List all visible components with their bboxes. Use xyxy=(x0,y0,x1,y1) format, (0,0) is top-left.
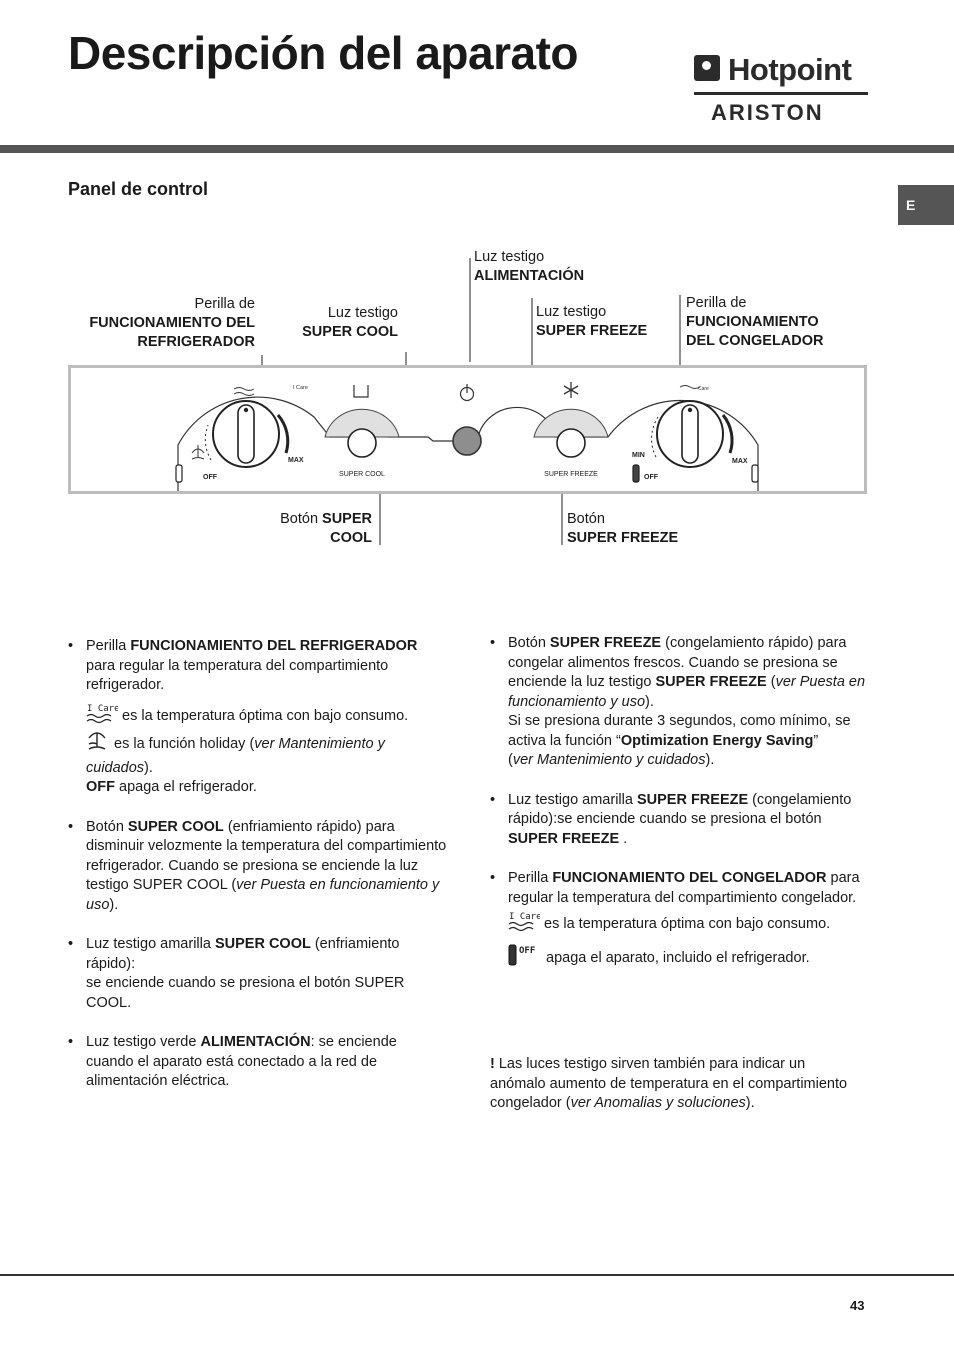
label-power-light-line1: Luz testigo xyxy=(474,249,545,265)
language-tab-label: E xyxy=(906,197,916,213)
icare-icon xyxy=(86,702,118,731)
holiday-function-icon xyxy=(86,730,110,759)
power-light xyxy=(453,427,481,455)
superfreeze-open: ( xyxy=(770,674,776,690)
list-item xyxy=(68,818,448,916)
supercool-pre: Botón xyxy=(86,818,128,835)
panel-fridge-off: OFF xyxy=(203,474,217,481)
superfreeze-light-end: . xyxy=(619,830,628,847)
label-supercool-button-bold2: COOL xyxy=(330,530,372,546)
label-fridge-knob-line2: FUNCIONAMIENTO DEL xyxy=(89,315,255,331)
freezer-off-icon-label: OFF xyxy=(519,945,536,956)
superfreeze-bold: SUPER FREEZE xyxy=(549,635,662,651)
power-light-text: : se enciende cuando el aparato está conectado a la red de alimentación eléctrica. xyxy=(86,1034,397,1089)
icare-icon-label: I Care xyxy=(87,703,118,714)
icare-text: es la temperatura óptima con bajo consumo. xyxy=(118,707,409,724)
holiday-ref[interactable]: ver Mantenimiento y cuidados xyxy=(86,736,385,776)
label-fridge-knob-line1: Perilla de xyxy=(194,296,255,312)
superfreeze-button[interactable] xyxy=(557,429,585,457)
panel-super-freeze: SUPER FREEZE xyxy=(544,471,598,478)
freezer-icare-text-icon xyxy=(508,910,540,939)
superfreeze-ref[interactable]: ver Puesta en funcionamiento y uso xyxy=(508,674,866,710)
superfreeze-light-bold: SUPER FREEZE xyxy=(636,791,749,808)
supercool-bold: SUPER COOL xyxy=(127,818,224,835)
label-superfreeze-light-line2: SUPER FREEZE xyxy=(536,323,648,339)
list-item xyxy=(490,869,872,973)
label-supercool-button-bold1: SUPER xyxy=(322,511,372,527)
label-freezer-knob-line2: FUNCIONAMIENTO xyxy=(686,314,819,330)
control-panel xyxy=(68,365,867,494)
label-fridge-knob-line3: REFRIGERADOR xyxy=(137,334,255,350)
label-freezer-knob-line3: DEL CONGELADOR xyxy=(686,333,824,349)
label-freezer-knob-line1: Perilla de xyxy=(686,295,747,311)
right-column xyxy=(490,634,872,993)
optimization-energy-saving: Optimization Energy Saving xyxy=(620,732,814,749)
brand-top: Hotpoint xyxy=(728,52,852,87)
fridge-knob-pre: Perilla xyxy=(86,638,131,654)
list-item xyxy=(68,1033,448,1092)
superfreeze-text2: Si se presiona durante 3 segundos, como mínimo, se activa la función “ xyxy=(508,713,851,749)
page-number: 43 xyxy=(850,1298,865,1313)
fridge-off-indicator-icon xyxy=(176,465,182,482)
supercool-text: (enfriamiento rápido) para disminuir velozmente la temperatura del compartimiento refrigerador. Cuando se presiona se enciende la luz testigo SUPER COOL ( xyxy=(86,818,447,893)
warning-note xyxy=(490,1055,860,1114)
label-supercool-button-pre: Botón xyxy=(280,511,323,527)
superfreeze-close: ). xyxy=(645,693,654,710)
freezer-knob-text: para regular la temperatura del compartimiento congelador. xyxy=(508,870,860,906)
left-column xyxy=(68,637,448,1112)
page-title: Descripción del aparato xyxy=(68,27,578,79)
section-title: Panel de control xyxy=(68,179,209,199)
warning-mark: ! xyxy=(490,1056,495,1072)
power-light-pre: Luz testigo verde xyxy=(86,1034,201,1050)
brand-bottom: ARISTON xyxy=(711,100,824,125)
holiday-end: ). xyxy=(144,759,153,776)
superfreeze-light-bold2: SUPER FREEZE xyxy=(508,830,620,847)
list-item xyxy=(68,637,448,798)
label-superfreeze-button-line1: Botón xyxy=(567,511,605,527)
panel-super-cool: SUPER COOL xyxy=(339,471,385,478)
panel-fridge-max: MAX xyxy=(288,457,304,464)
superfreeze-bold2: SUPER FREEZE xyxy=(655,674,767,690)
superfreeze-text: (congelamiento rápido) para congelar alimentos frescos. Cuando se presiona se enciende la luz testigo xyxy=(508,635,847,690)
fridge-knob-text: para regular la temperatura del compartimiento refrigerador. xyxy=(86,657,389,693)
freezer-icare-icon-label: I Care xyxy=(509,912,540,922)
freezer-knob-bold: FUNCIONAMIENTO DEL CONGELADOR xyxy=(552,870,827,886)
supercool-light-text: (enfriamiento rápido): xyxy=(86,936,400,972)
off-text: apaga el refrigerador. xyxy=(115,779,257,795)
label-superfreeze-button-line2: SUPER FREEZE xyxy=(567,530,679,546)
superfreeze-close2: ). xyxy=(705,752,715,768)
panel-freezer-off: OFF xyxy=(644,474,658,481)
label-supercool-light-line1: Luz testigo xyxy=(327,305,398,321)
supercool-light-bold: SUPER COOL xyxy=(214,936,311,952)
holiday-text: es la función holiday ( xyxy=(110,736,255,753)
freezer-off-indicator-icon xyxy=(633,465,639,482)
supercool-ref[interactable]: ver Puesta en funcionamiento y uso xyxy=(86,877,440,913)
fridge-knob-bold: FUNCIONAMIENTO DEL REFRIGERADOR xyxy=(130,638,418,654)
panel-freezer-care: Care xyxy=(698,386,709,392)
superfreeze-light-text: (congelamiento rápido):se enciende cuando se presiona el botón xyxy=(508,791,852,827)
label-supercool-light-line2: SUPER COOL xyxy=(302,324,398,340)
superfreeze-ref2[interactable]: ver Mantenimiento y cuidados xyxy=(512,752,706,768)
panel-freezer-min: MIN xyxy=(632,452,645,459)
list-item xyxy=(490,634,872,771)
list-item xyxy=(68,935,448,1013)
supercool-button[interactable] xyxy=(348,429,376,457)
freezer-max-indicator-icon xyxy=(752,465,758,482)
supercool-light-pre: Luz testigo amarilla xyxy=(86,936,215,952)
freezer-knob-pre: Perilla xyxy=(508,870,553,886)
superfreeze-text3: ” xyxy=(813,732,819,749)
supercool-light-text2: se enciende cuando se presiona el botón SUPER COOL. xyxy=(86,975,405,1011)
supercool-end: ). xyxy=(109,896,119,913)
superfreeze-open2: ( xyxy=(508,752,513,768)
label-power-light-line2: ALIMENTACIÓN xyxy=(474,268,585,284)
power-light-bold: ALIMENTACIÓN xyxy=(200,1034,311,1050)
panel-freezer-max: MAX xyxy=(732,458,748,465)
label-superfreeze-light-line1: Luz testigo xyxy=(536,304,607,320)
superfreeze-pre: Botón xyxy=(508,635,550,651)
warning-ref[interactable]: ver Anomalias y soluciones xyxy=(570,1095,746,1111)
warning-text: Las luces testigo sirven también para indicar un anómalo aumento de temperatura en el compartimiento congelador ( xyxy=(490,1056,848,1111)
superfreeze-light-pre: Luz testigo amarilla xyxy=(508,791,637,808)
panel-fridge-icare: I Care xyxy=(293,385,308,391)
list-item xyxy=(490,791,872,850)
warning-end: ). xyxy=(745,1095,755,1111)
freezer-off-text: apaga el aparato, incluido el refrigerador. xyxy=(542,949,810,966)
footer-rule xyxy=(0,1274,954,1276)
off-bold: OFF xyxy=(86,779,115,795)
freezer-off-icon xyxy=(508,943,542,974)
freezer-icare-text: es la temperatura óptima con bajo consumo. xyxy=(540,916,831,933)
